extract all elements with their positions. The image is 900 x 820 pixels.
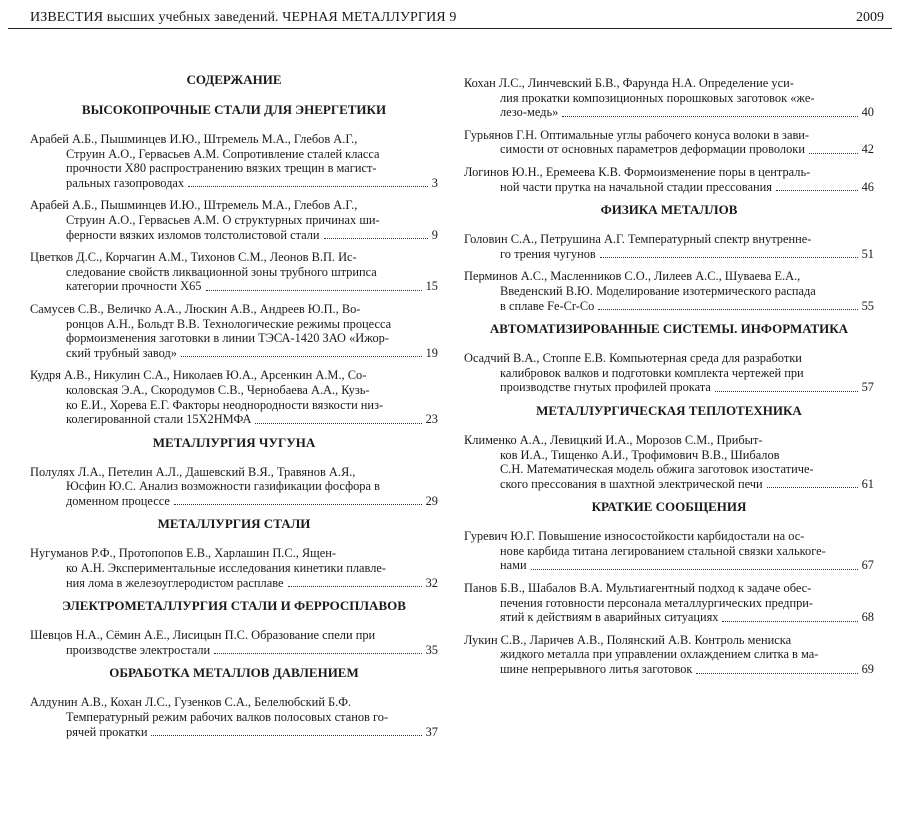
dot-leader [715, 391, 858, 392]
dot-leader [722, 621, 857, 622]
dot-leader [809, 153, 858, 154]
journal-title: ИЗВЕСТИЯ высших учебных заведений. ЧЕРНАЯ МЕТАЛЛУРГИЯ 9 [30, 10, 457, 25]
entry-line: Перминов А.С., Масленников С.О., Лилеев А.С., Шуваева Е.А., [464, 269, 801, 284]
entry-line: Кудря А.В., Никулин С.А., Николаев Ю.А., Арсенкин А.М., Со- [30, 368, 367, 383]
dot-leader [776, 190, 858, 191]
entry-last-line [464, 558, 874, 573]
entry-line: ко Е.И., Хорева Е.Г. Факторы неоднородности вязкости низ- [66, 397, 384, 412]
entry-line: колегированной стали 15Х2НМФА [66, 412, 252, 427]
entry-line: ский трубный завод» [66, 345, 177, 360]
entry-line: коловская Э.А., Скородумов С.В., Чернобаева А.А., Кузь- [66, 382, 370, 397]
entry-line: Температурный режим рабочих валков полосовых станов го- [66, 710, 389, 725]
toc-entry [30, 132, 438, 190]
page-number: 57 [861, 380, 874, 395]
dot-leader [151, 735, 421, 736]
entry-last-line [464, 380, 874, 395]
toc-entry [30, 628, 438, 657]
section-heading: ВЫСОКОПРОЧНЫЕ СТАЛИ ДЛЯ ЭНЕРГЕТИКИ [81, 102, 387, 117]
entry-line: ферности вязких изломов толстолистовой стали [66, 227, 320, 242]
section-heading: АВТОМАТИЗИРОВАННЫЕ СИСТЕМЫ. ИНФОРМАТИКА [489, 321, 849, 337]
entry-last-line [30, 576, 438, 591]
entry-line: Шевцов Н.А., Сёмин А.Е., Лисицын П.С. Образование спели при [30, 628, 376, 643]
page-number: 68 [861, 610, 874, 625]
entry-line: ко А.Н. Экспериментальные исследования кинетики плавле- [66, 561, 387, 576]
entry-line: производстве электростали [66, 642, 211, 657]
section-heading: ЭЛЕКТРОМЕТАЛЛУРГИЯ СТАЛИ И ФЕРРОСПЛАВОВ [62, 598, 406, 614]
page-number: 69 [861, 662, 874, 677]
toc-entry [30, 198, 438, 242]
toc-entry [30, 465, 438, 509]
entry-line: симости от основных параметров деформации проволоки [500, 142, 805, 157]
entry-line: формоизменения заготовки в линии ТЭСА-1420 ЗАО «Ижор- [66, 331, 389, 346]
entry-line: Юсфин Ю.С. Анализ возможности газификации фосфора в [66, 479, 380, 494]
entry-line: шине непрерывного литья заготовок [500, 662, 693, 677]
page-number: 29 [425, 493, 438, 508]
entry-last-line [30, 228, 438, 243]
entry-last-line [464, 477, 874, 492]
section-heading: ОБРАБОТКА МЕТАЛЛОВ ДАВЛЕНИЕМ [109, 665, 359, 681]
dot-leader [600, 257, 858, 258]
entry-last-line [30, 412, 438, 427]
toc-entry [464, 529, 874, 573]
dot-leader [562, 116, 857, 117]
page-number: 42 [861, 142, 874, 157]
dot-leader [214, 653, 421, 654]
dot-leader [181, 356, 422, 357]
entry-line: Гурьянов Г.Н. Оптимальные углы рабочего конуса волоки в зави- [464, 127, 810, 142]
entry-line: следование свойств ликвационной зоны трубного штрипса [66, 264, 377, 279]
toc-entry [30, 250, 438, 294]
page-number: 23 [425, 412, 438, 427]
entry-line: Арабей А.Б., Пышминцев И.Ю., Штремель М.А., Глебов А.Г., [30, 132, 358, 146]
section-heading: МЕТАЛЛУРГИЧЕСКАЯ ТЕПЛОТЕХНИКА [536, 402, 802, 418]
entry-line: лезо-медь» [500, 105, 559, 120]
year: 2009 [856, 10, 884, 25]
page-number: 19 [425, 345, 438, 360]
page-number: 15 [425, 279, 438, 294]
entry-line: Струин А.О., Гервасьев А.М. Сопротивление сталей класса [66, 146, 380, 161]
entry-line: доменном процессе [66, 493, 170, 508]
page-number: 51 [861, 246, 874, 261]
entry-last-line [30, 725, 438, 740]
toc-entry [464, 633, 874, 677]
toc-entry [464, 232, 874, 261]
entry-line: лия прокатки композиционных порошковых заготовок «же- [500, 90, 815, 105]
page-number: 35 [425, 642, 438, 657]
entry-line: Алдунин А.В., Кохан Л.С., Гузенков С.А., Белелюбский Б.Ф. [30, 695, 352, 710]
entry-last-line [464, 247, 874, 262]
entry-line: ной части прутка на начальной стадии прессования [500, 179, 772, 194]
entry-last-line [30, 279, 438, 294]
entry-line: нами [500, 558, 527, 573]
dot-leader [188, 186, 428, 187]
page-number: 3 [431, 175, 438, 190]
section-heading: МЕТАЛЛУРГИЯ ЧУГУНА [152, 434, 316, 450]
entry-last-line [30, 643, 438, 658]
entry-line: Нугуманов Р.Ф., Протопопов Е.В., Харлашин П.С., Ящен- [30, 546, 336, 561]
entry-line: ков И.А., Тищенко А.И., Трофимович В.В., Шибалов [500, 447, 780, 462]
entry-line: Кохан Л.С., Линчевский Б.В., Фарунда Н.А. Определение уси- [464, 76, 794, 90]
entry-line: С.Н. Математическая модель обжига заготовок изостатиче- [500, 462, 814, 477]
entry-line: Панов Б.В., Шабалов В.А. Мультиагентный подход к задаче обес- [464, 581, 812, 596]
entry-line: ронцов А.Н., Больдт В.В. Технологические режимы процесса [66, 316, 392, 331]
entry-last-line [30, 176, 438, 191]
dot-leader [206, 290, 422, 291]
entry-last-line [30, 346, 438, 361]
dot-leader [696, 673, 857, 674]
entry-line: в сплаве Fe-Cr-Co [500, 298, 595, 313]
entry-line: Полулях Л.А., Петелин А.Л., Дашевский В.Я., Травянов А.Я., [30, 464, 356, 479]
section-heading: КРАТКИЕ СООБЩЕНИЯ [591, 499, 747, 515]
toc-title: СОДЕРЖАНИЕ [186, 72, 282, 87]
dot-leader [767, 487, 858, 488]
toc-entry [464, 581, 874, 625]
dot-leader [288, 586, 422, 587]
dot-leader [324, 238, 428, 239]
entry-last-line [464, 142, 874, 157]
page-number: 67 [861, 558, 874, 573]
entry-last-line [464, 105, 874, 120]
entry-line: Арабей А.Б., Пышминцев И.Ю., Штремель М.А., Глебов А.Г., [30, 198, 358, 213]
toc-entry [464, 128, 874, 157]
entry-line: Цветков Д.С., Корчагин А.М., Тихонов С.М., Леонов В.П. Ис- [30, 250, 357, 265]
entry-line: Введенский В.Ю. Моделирование изотермического распада [500, 283, 816, 298]
section-heading: ФИЗИКА МЕТАЛЛОВ [600, 202, 738, 218]
entry-line: прочности Х80 распространению вязких трещин в магист- [66, 161, 377, 176]
entry-line: печения готовности персонала металлургических предпри- [500, 595, 814, 610]
toc-entry [464, 165, 874, 194]
toc-left-column [30, 64, 438, 747]
entry-line: ния лома в железоуглеродистом расплаве [66, 575, 284, 590]
entry-line: Клименко А.А., Левицкий И.А., Морозов С.М., Прибыт- [464, 432, 763, 447]
dot-leader [174, 504, 422, 505]
entry-line: калибровок валков и подготовки комплекта чертежей при [500, 365, 804, 380]
toc-entry [464, 269, 874, 313]
entry-last-line [464, 299, 874, 314]
entry-line: Головин С.А., Петрушина А.Г. Температурный спектр внутренне- [464, 232, 812, 247]
page-number: 32 [425, 575, 438, 590]
entry-line: рячей прокатки [66, 724, 148, 739]
entry-line: ского прессования в шахтной электрической печи [500, 476, 763, 491]
entry-line: Лукин С.В., Ларичев А.В., Полянский А.В. Контроль мениска [464, 632, 792, 647]
entry-line: Гуревич Ю.Г. Повышение износостойкости карбидостали на ос- [464, 529, 805, 544]
entry-line: категории прочности Х65 [66, 279, 202, 294]
toc-entry [464, 433, 874, 491]
toc-entry [30, 695, 438, 739]
dot-leader [255, 423, 421, 424]
toc-entry [30, 368, 438, 426]
section-heading: МЕТАЛЛУРГИЯ СТАЛИ [157, 516, 311, 532]
toc-right-column [464, 76, 874, 685]
entry-last-line [464, 662, 874, 677]
entry-line: Логинов Ю.Н., Еремеева К.В. Формоизменение поры в централь- [464, 164, 811, 179]
entry-line: Самусев С.В., Величко А.А., Люскин А.В., Андреев Ю.П., Во- [30, 301, 361, 316]
entry-line: го трения чугунов [500, 246, 596, 261]
dot-leader [598, 309, 857, 310]
toc-entry [30, 546, 438, 590]
entry-line: Осадчий В.А., Стоппе Е.В. Компьютерная среда для разработки [464, 351, 802, 366]
page-number: 55 [861, 298, 874, 313]
entry-last-line [464, 180, 874, 195]
toc-entry [464, 351, 874, 395]
entry-line: жидкого металла при управлении охлаждением слитка в ма- [500, 647, 819, 662]
page-number: 40 [861, 105, 874, 120]
entry-line: производстве гнутых профилей проката [500, 380, 711, 395]
entry-line: ятий к действиям в аварийных ситуациях [500, 610, 719, 625]
entry-line: нове карбида титана легированием стальной связки халькоге- [500, 543, 826, 558]
entry-line: Струин А.О., Гервасьев А.М. О структурных причинах ши- [66, 212, 380, 227]
page-number: 61 [861, 476, 874, 491]
toc-entry [464, 76, 874, 120]
running-header [8, 6, 892, 29]
page-number: 46 [861, 179, 874, 194]
entry-line: ральных газопроводах [66, 175, 185, 190]
entry-last-line [464, 610, 874, 625]
dot-leader [531, 569, 858, 570]
entry-last-line [30, 494, 438, 509]
page-number: 37 [425, 724, 438, 739]
toc-entry [30, 302, 438, 360]
page-number: 9 [431, 227, 438, 242]
